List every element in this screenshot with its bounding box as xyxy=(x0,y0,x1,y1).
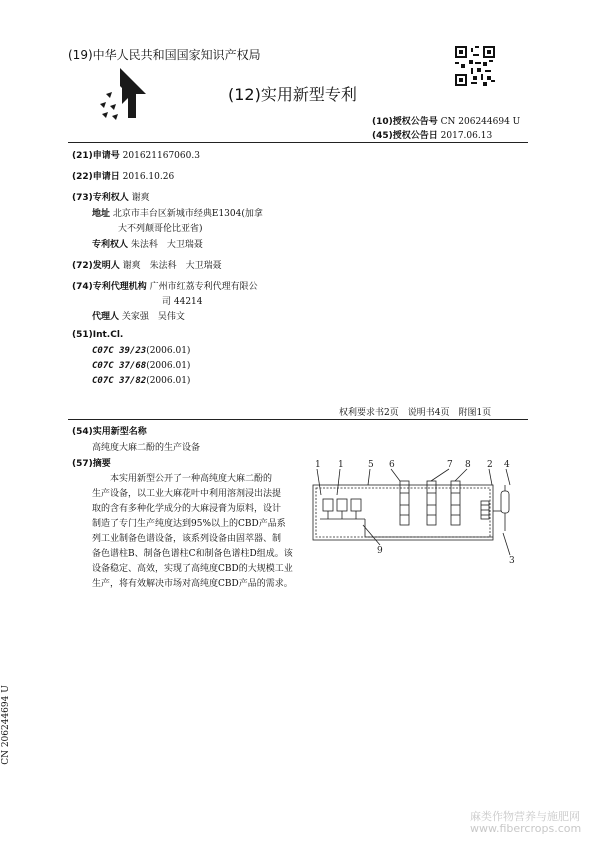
intcl-item xyxy=(92,346,190,356)
address-line-2: 大不列颠哥伦比亚省) xyxy=(118,224,203,234)
intcl-year: (2006.01) xyxy=(146,361,191,371)
application-date xyxy=(72,169,174,182)
diagram-label: 8 xyxy=(465,460,471,470)
application-date-label: (22)申请日 xyxy=(72,172,120,182)
watermark-url: www.fibercrops.com xyxy=(470,822,582,835)
diagram-label: 4 xyxy=(504,460,510,470)
patentee-value: 谢爽 xyxy=(131,193,150,203)
address xyxy=(92,206,263,219)
address-label: 地址 xyxy=(92,209,111,219)
co-patentee-value: 朱法科 大卫瑞聂 xyxy=(130,240,203,250)
diagram-label: 7 xyxy=(447,460,453,470)
abstract-line: 设备稳定、高效，实现了高纯度CBD的大规模工业 xyxy=(92,564,293,574)
application-number-label: (21)申请号 xyxy=(72,151,120,161)
patent-agency-line-1: 广州市红荔专利代理有限公 xyxy=(149,282,258,292)
side-publication-code: CN 206244694 U xyxy=(0,685,11,765)
intcl-heading: (51)Int.Cl. xyxy=(72,330,124,340)
abstract-line: 取的含有多种化学成分的大麻浸膏为原料，设计 xyxy=(92,504,282,514)
publication-date-value: 2017.06.13 xyxy=(440,131,493,141)
header-divider xyxy=(68,142,528,143)
patentee-label: (73)专利权人 xyxy=(72,193,129,203)
abstract-line: 生产设备，以工业大麻花叶中利用溶剂浸出法提 xyxy=(92,489,282,499)
publication-date-label: (45)授权公告日 xyxy=(372,131,438,141)
application-number xyxy=(72,148,200,161)
section-divider xyxy=(68,419,528,420)
agent-value: 关家强 吴伟文 xyxy=(121,312,185,322)
intcl-year: (2006.01) xyxy=(146,346,191,356)
authority-name: (19)中华人民共和国国家知识产权局 xyxy=(68,48,261,62)
inventors-label: (72)发明人 xyxy=(72,261,120,271)
publication-date xyxy=(372,128,492,141)
diagram-label: 2 xyxy=(487,460,493,470)
abstract-heading: (57)摘要 xyxy=(72,459,111,469)
abstract-line: 本实用新型公开了一种高纯度大麻二酚的 xyxy=(110,474,273,484)
diagram-label: 1 xyxy=(338,460,344,470)
patentee xyxy=(72,190,150,203)
abstract-label xyxy=(72,456,111,469)
patent-agency xyxy=(72,279,258,292)
agent-label: 代理人 xyxy=(92,312,120,322)
abstract-line: 备色谱柱B、制备色谱柱C和制备色谱柱D组成。该 xyxy=(92,549,293,559)
inventors xyxy=(72,258,222,271)
patent-agency-label: (74)专利代理机构 xyxy=(72,282,147,292)
intcl-year: (2006.01) xyxy=(146,376,191,386)
utility-model-title: 高纯度大麻二酚的生产设备 xyxy=(92,443,201,453)
abstract-line: 制造了专门生产纯度达到95%以上的CBD产品系 xyxy=(92,519,286,529)
diagram-label: 6 xyxy=(389,460,395,470)
publication-number-label: (10)授权公告号 xyxy=(372,117,438,127)
patent-agency-line-2: 司 44214 xyxy=(162,297,203,307)
abstract-line: 列工业制备色谱设备，该系列设备由固萃器、制 xyxy=(92,534,282,544)
application-date-value: 2016.10.26 xyxy=(122,172,175,182)
intcl-item xyxy=(92,376,190,386)
application-number-value: 201621167060.3 xyxy=(122,151,200,161)
co-patentee-label: 专利权人 xyxy=(92,240,129,250)
agent xyxy=(92,309,185,322)
cnipa-logo xyxy=(96,66,156,122)
qr-code xyxy=(455,46,495,86)
diagram-label: 9 xyxy=(377,546,383,556)
equipment-diagram xyxy=(305,455,530,570)
intcl-code: C07C 37/68 xyxy=(92,361,147,371)
diagram-label: 5 xyxy=(368,460,374,470)
utility-model-title-label xyxy=(72,424,147,437)
address-line-1: 北京市丰台区新城市经典E1304(加拿 xyxy=(112,209,263,219)
diagram-label: 1 xyxy=(315,460,321,470)
intcl-code: C07C 39/23 xyxy=(92,346,147,356)
co-patentee xyxy=(92,237,203,250)
intcl-item xyxy=(92,361,190,371)
abstract-body xyxy=(92,472,293,592)
publication-number xyxy=(372,114,520,127)
intcl-code: C07C 37/82 xyxy=(92,376,147,386)
diagram-label: 3 xyxy=(509,556,515,566)
publication-number-value: CN 206244694 U xyxy=(440,117,521,127)
document-type: (12)实用新型专利 xyxy=(228,85,357,104)
abstract-line: 生产，将有效解决市场对高纯度CBD产品的需求。 xyxy=(92,579,293,589)
inventors-value: 谢爽 朱法科 大卫瑞聂 xyxy=(122,261,222,271)
page-count-info: 权利要求书2页 说明书4页 附图1页 xyxy=(339,408,492,418)
title-label: (54)实用新型名称 xyxy=(72,427,147,437)
intcl-label xyxy=(72,330,123,340)
watermark-title: 麻类作物营养与施肥网 xyxy=(470,810,580,823)
